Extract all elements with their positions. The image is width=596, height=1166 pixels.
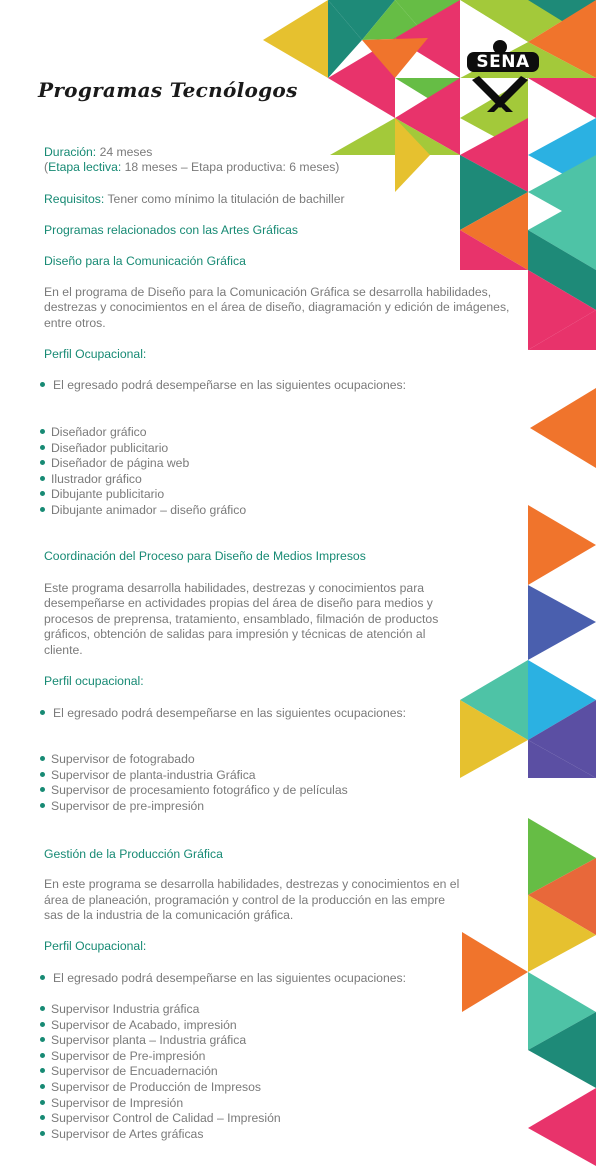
profile-label: Perfil Ocupacional: bbox=[44, 939, 147, 953]
sena-logo-text: SENA bbox=[467, 52, 539, 72]
requirements-label: Requisitos: bbox=[44, 192, 105, 206]
program-title: Coordinación del Proceso para Diseño de Medios Impresos bbox=[44, 549, 366, 563]
occupation-item: Supervisor de pre-impresión bbox=[40, 799, 204, 815]
occupation-item: Supervisor planta – Industria gráfica bbox=[40, 1033, 246, 1049]
stage-label: Etapa lectiva: bbox=[48, 160, 122, 174]
decor-triangle bbox=[530, 388, 596, 468]
stage-value: 18 meses – Etapa productiva: 6 meses) bbox=[124, 160, 340, 174]
profile-intro: El egresado podrá desempeñarse en las siguientes ocupaciones: bbox=[40, 971, 406, 987]
occupation-item: Supervisor de Producción de Impresos bbox=[40, 1080, 261, 1096]
decor-triangle bbox=[263, 0, 328, 78]
profile-label: Perfil ocupacional: bbox=[44, 674, 144, 688]
occupation-item: Diseñador de página web bbox=[40, 456, 189, 472]
requirements-value: Tener como mínimo la titulación de bachiller bbox=[107, 192, 345, 206]
program-desc-line: cliente. bbox=[44, 643, 83, 657]
related-programs-heading: Programas relacionados con las Artes Gráficas bbox=[44, 223, 299, 237]
occupation-item: Diseñador publicitario bbox=[40, 441, 168, 457]
occupation-item: Supervisor de procesamiento fotográfico y de películas bbox=[40, 783, 348, 799]
program-desc-line: sas de la industria de la comunicación gráfica. bbox=[44, 908, 294, 922]
requirements-line bbox=[44, 192, 345, 208]
duration-value: 24 meses bbox=[99, 145, 153, 159]
occupation-item: Supervisor Industria gráfica bbox=[40, 1002, 199, 1018]
program-desc-line: área de planeación, programación y control de la producción en las empre bbox=[44, 893, 446, 907]
occupation-item: Dibujante publicitario bbox=[40, 487, 164, 503]
program-desc-line: En este programa se desarrolla habilidades, destrezas y conocimientos en el bbox=[44, 877, 460, 891]
occupation-item: Diseñador gráfico bbox=[40, 425, 147, 441]
occupation-item: Supervisor de Encuadernación bbox=[40, 1064, 218, 1080]
decor-triangle bbox=[528, 78, 596, 118]
duration-line bbox=[44, 145, 152, 161]
program-desc-line: desempeñarse en actividades propias del área de diseño para medios y bbox=[44, 596, 433, 610]
decor-triangle bbox=[528, 585, 596, 660]
stage-open-paren: ( bbox=[44, 160, 49, 174]
profile-intro: El egresado podrá desempeñarse en las siguientes ocupaciones: bbox=[40, 706, 406, 722]
occupation-item: Dibujante animador – diseño gráfico bbox=[40, 503, 246, 519]
occupation-item: Supervisor de Impresión bbox=[40, 1096, 183, 1112]
profile-intro: El egresado podrá desempeñarse en las siguientes ocupaciones: bbox=[40, 378, 406, 394]
page-title: Programas Tecnólogos bbox=[38, 78, 298, 102]
occupation-item: Supervisor de Acabado, impresión bbox=[40, 1018, 237, 1034]
program-title: Diseño para la Comunicación Gráfica bbox=[44, 254, 246, 268]
occupation-item: Supervisor de Artes gráficas bbox=[40, 1127, 203, 1143]
occupation-item: Ilustrador gráfico bbox=[40, 472, 142, 488]
program-desc-line: procesos de preprensa, tratamiento, ensamblado, filmación de productos bbox=[44, 612, 439, 626]
duration-label: Duración: bbox=[44, 145, 97, 159]
program-desc-line: gráficos, obtención de salidas para impresión y técnicas de atención al bbox=[44, 627, 426, 641]
program-desc-line: En el programa de Diseño para la Comunicación Gráfica se desarrolla habilidades, bbox=[44, 285, 492, 299]
program-desc-line: Este programa desarrolla habilidades, destrezas y conocimientos para bbox=[44, 581, 425, 595]
stage-line bbox=[44, 160, 339, 176]
decor-triangle bbox=[528, 1088, 596, 1166]
decor-triangle bbox=[528, 505, 596, 585]
program-desc-line: entre otros. bbox=[44, 316, 106, 330]
occupation-item: Supervisor de fotograbado bbox=[40, 752, 195, 768]
program-desc-line: destrezas y conocimientos en el área de diseño, diagramación y edición de imágenes, bbox=[44, 300, 510, 314]
occupation-item: Supervisor de planta-industria Gráfica bbox=[40, 768, 256, 784]
occupation-item: Supervisor de Pre-impresión bbox=[40, 1049, 205, 1065]
program-title: Gestión de la Producción Gráfica bbox=[44, 847, 223, 861]
profile-label: Perfil Ocupacional: bbox=[44, 347, 147, 361]
occupation-item: Supervisor Control de Calidad – Impresión bbox=[40, 1111, 281, 1127]
